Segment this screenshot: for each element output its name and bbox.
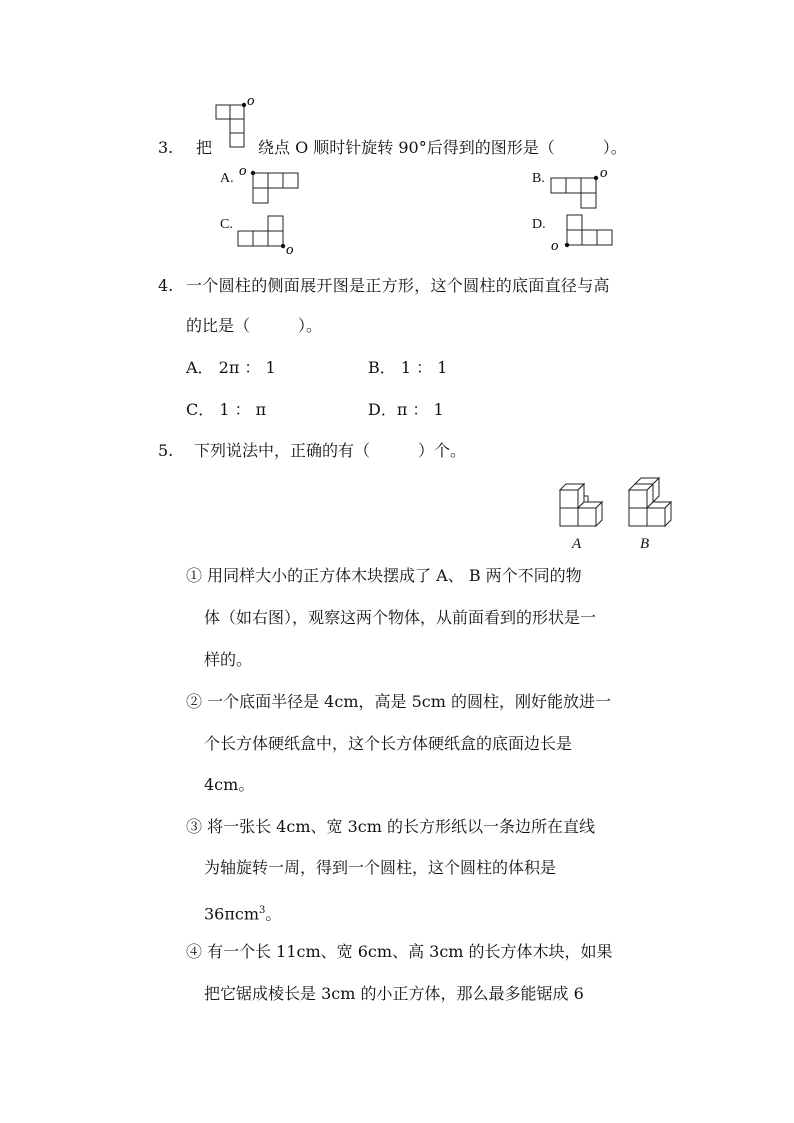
original-shape-figure	[210, 95, 260, 155]
statement-line: ④ 有一个长 11cm、宽 6cm、高 3cm 的长方体木块，如果	[186, 942, 613, 961]
statement-line: 样的。	[204, 650, 253, 669]
cube-figure-b	[624, 476, 684, 532]
option-letter: B.	[532, 171, 545, 186]
unit-exponent: 3	[259, 905, 266, 916]
statement-line: 体（如右图），观察这两个物体，从前面看到的形状是一	[204, 608, 597, 627]
question-text: 一个圆柱的侧面展开图是正方形，这个圆柱的底面直径与高	[186, 276, 610, 295]
question-text: 下列说法中，正确的有（ ）个。	[194, 441, 467, 460]
point-o-label: o	[247, 93, 255, 109]
option-a[interactable]: A． 2π ： 1	[186, 358, 276, 377]
question-text-start: 把	[196, 138, 213, 157]
option-d[interactable]: D．π ： 1	[368, 400, 444, 419]
statement-line: 为轴旋转一周，得到一个圆柱，这个圆柱的体积是	[204, 858, 557, 877]
point-o-label: o	[286, 242, 294, 258]
statement-line: ② 一个底面半径是 4cm，高是 5cm 的圆柱，刚好能放进一	[186, 692, 611, 711]
statement-line: 个长方体硬纸盒中，这个长方体硬纸盒的底面边长是	[204, 734, 573, 753]
question-text: 的比是（ ）。	[186, 316, 323, 335]
option-letter: C.	[220, 217, 233, 232]
statement-line: 把它锯成棱长是 3cm 的小正方体，那么最多能锯成 6	[204, 984, 584, 1003]
option-b-figure	[546, 164, 626, 208]
cube-figure-a	[554, 482, 610, 532]
point-o-label: o	[239, 163, 247, 179]
statement-line	[204, 901, 281, 924]
statement-line: ③ 将一张长 4cm、宽 3cm 的长方形纸以一条边所在直线	[186, 817, 595, 836]
question-number: 4.	[158, 276, 174, 295]
figure-b-label: B	[640, 536, 650, 552]
statement-line: 4cm。	[204, 775, 255, 794]
question-text: 绕点 O 顺时针旋转 90°后得到的图形是（ ）。	[258, 138, 627, 157]
punctuation: 。	[265, 904, 282, 924]
option-c[interactable]: C． 1 ： π	[186, 400, 267, 419]
option-d-figure	[546, 210, 618, 256]
question-number: 3.	[158, 138, 174, 157]
statement-line: ① 用同样大小的正方体木块摆成了 A、 B 两个不同的物	[186, 566, 582, 585]
option-b[interactable]: B． 1 ： 1	[368, 358, 448, 377]
figure-a-label: A	[572, 536, 582, 552]
volume-value: 36πcm	[204, 904, 260, 924]
point-o-label: o	[551, 238, 559, 254]
question-number: 5.	[158, 441, 174, 460]
option-a-figure	[236, 164, 316, 208]
option-c-figure	[236, 210, 306, 256]
point-o-label: o	[600, 165, 608, 181]
option-letter: A.	[220, 171, 234, 186]
option-letter: D.	[532, 217, 546, 232]
